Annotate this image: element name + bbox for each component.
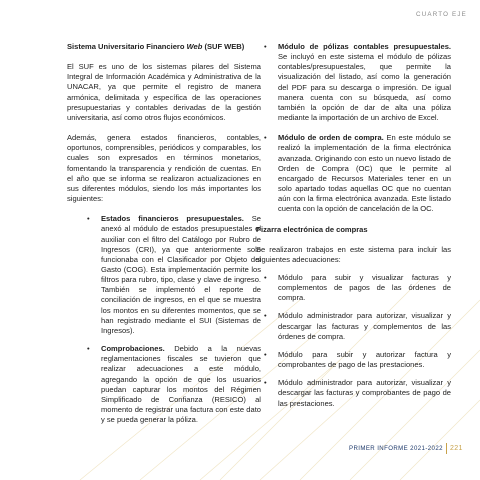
item-text: Se anexó al módulo de estados presupuestales el auxiliar con el filtro del Catálogo por Rubro de Ingresos (CRI), ya que anteriormente solo funcionaba con el Clasificador por Objeto del Gasto (COG). Esta implementación permite los filtros para rubro, tipo, clase y clave de ingreso. También se implementó el reporte de conciliación de ingresos, en el que se muestra los montos en su diferentes momentos, que se han registrado mediante el SUI (Sistemas de Ingresos). xyxy=(101,214,261,335)
suf-heading: Sistema Universitario Financiero Web (SUF WEB) xyxy=(67,42,245,51)
list-item xyxy=(256,42,451,123)
item-text: En este módulo se realizó la implementación de la firma electrónica avanzada. Originando con esto un nuevo listado de Orden de Compra (OC) que le permite al encargado de Recursos Materiales tener en un solo apartado todas aquellas OC que no cuentan aún con la firma electrónica avanzada. Este listado cuenta con la opción de cancelación de la OC. xyxy=(278,133,451,214)
item-title: Módulo de pólizas contables presupuestales. xyxy=(278,42,451,51)
pizarra-paragraph: Se realizaron trabajos en este sistema para incluir las siguientes adecuaciones: xyxy=(256,244,451,264)
item-title: Comprobaciones. xyxy=(101,344,165,354)
bullet-icon: • xyxy=(87,344,90,354)
report-title: PRIMER INFORME 2021-2022 xyxy=(349,445,443,452)
item-text: Módulo administrador para autorizar, visualizar y descargar las facturas y comprobantes de pago de las prestaciones. xyxy=(278,378,451,408)
bullet-icon: • xyxy=(264,378,267,388)
list-item xyxy=(67,344,261,425)
list-item xyxy=(67,214,261,336)
bullet-icon: • xyxy=(264,133,267,143)
item-text: Se incluyó en este sistema el módulo de pólizas contables/presupuestales, que permite la visualización del listado, así como la generación del PDF para su descarga o impresión. De igual manera cuenta con su búsqueda, así como también la opción de dar de alta una póliza mediante la importación de un archivo de Excel. xyxy=(278,52,451,123)
list-item xyxy=(256,133,451,214)
item-text: Módulo para subir y visualizar facturas y complementos de pagos de las órdenes de compra. xyxy=(278,272,451,303)
item-title: Módulo de orden de compra. xyxy=(278,133,384,143)
page-number: 221 xyxy=(449,445,463,452)
left-column xyxy=(67,42,261,425)
item-text: Módulo para subir y autorizar factura y comprobantes de pago de las prestaciones. xyxy=(278,349,451,370)
item-text: Módulo administrador para autorizar, visualizar y descargar las facturas y complementos de las órdenes de compra. xyxy=(278,311,451,341)
bullet-icon: • xyxy=(87,214,90,224)
bullet-icon: • xyxy=(264,272,267,282)
list-item xyxy=(256,311,451,341)
bullet-icon: • xyxy=(264,311,267,321)
list-item xyxy=(256,378,451,408)
list-item xyxy=(256,273,451,303)
item-text: Debido a la nuevas reglamentaciones fiscales se tuvieron que realizar adecuaciones a este módulo, agregando la opción de que los usuarios puedan capturar los montos del Régimen Simplificado de Confianza (RESICO) al momento de registrar una factura con este dato y se pueda generar la póliza. xyxy=(101,344,261,425)
section-tag: CUARTO EJE xyxy=(416,11,467,18)
footer-divider xyxy=(446,443,447,454)
page-footer xyxy=(349,443,463,454)
suf-paragraph-1: El SUF es uno de los sistemas pilares del Sistema Integral de Información Académica y Administrativa de la UNACAR, ya que permite el registro de manera armónica, delimitada y específica de las operaciones presupuestarias y contables derivadas de la gestión universitaria, así como otros flujos económicos. xyxy=(67,62,261,122)
bullet-icon: • xyxy=(264,349,267,359)
suf-paragraph-2: Además, genera estados financieros, contables, oportunos, comprensibles, periódicos y comparables, los cuales son expresados en términos monetarios, fomentando la transparencia y rendición de cuentas. En el año que se informa se realizaron actualizaciones en sus diferentes módulos, siendo los más importantes los siguientes: xyxy=(67,133,261,204)
right-column xyxy=(256,42,451,409)
list-item xyxy=(256,350,451,370)
pizarra-heading: Pizarra electrónica de compras xyxy=(256,224,368,234)
bullet-icon: • xyxy=(264,42,267,51)
item-title: Estados financieros presupuestales. xyxy=(101,214,244,224)
